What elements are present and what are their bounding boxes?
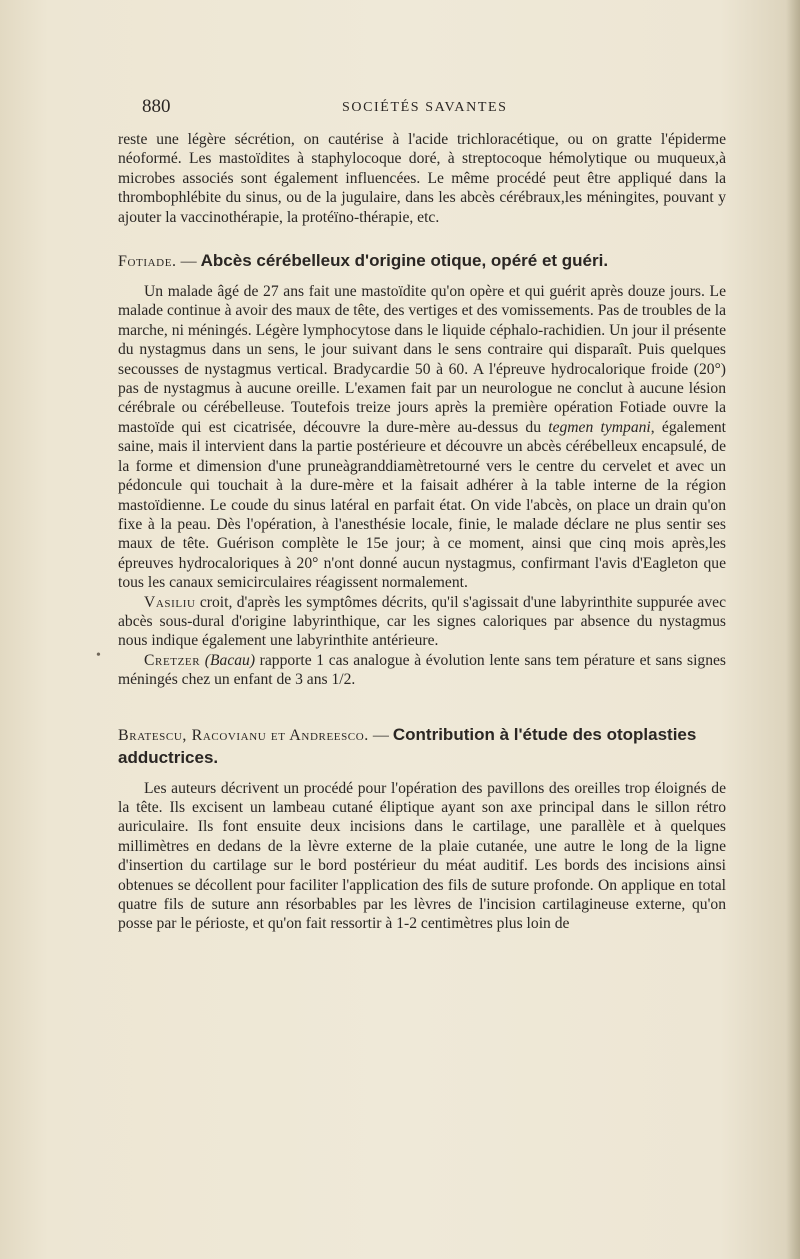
case-report-paragraph xyxy=(118,282,726,593)
method-paragraph: Les auteurs décrivent un procédé pour l'opération des pavillons des oreilles trop éloignés de la tête. Ils excisent un lambeau cutané éliptique ayant son axe principal dans le sillon rétro auriculaire. Ils font ensuite deux incisions dans le cartilage, une parallèle et à quelques millimètres en dedans de la lèvre externe de la plaie cutanée, une autre le long de la ligne d'insertion du cartilage sur le bord postérieur du méat auditif. Les bords des incisions ainsi obtenues se décollent pour faciliter l'application des fils de suture profonde. On applique en total quatre fils de suture ann résorbables par les lèvres de l'incision cartilagineuse externe, qu'on posse par le périoste, et qu'on fait ressortir à 1-2 centimètres plus loin de xyxy=(118,779,726,933)
margin-mark: • xyxy=(96,648,101,663)
discussant-name: Vasiliu xyxy=(144,593,196,611)
intro-paragraph: reste une légère sécrétion, on cautérise à l'acide trichloracétique, ou on gratte l'épiderme néoformé. Les mastoïdites à staphylocoque doré, à streptocoque hémolytique ou muqueux,à microbes associés sont également influencées. Le même procédé peut être appliqué dans la thrombophlébite du sinus, ou de la jugulaire, dans les abcès cérébraux,les méningites, pouvant y ajouter la vaccinothérapie, la protéïno-thérapie, etc. xyxy=(118,131,726,226)
page-edge-shadow xyxy=(786,0,800,1259)
discussant-place: (Bacau) xyxy=(200,651,256,669)
case-text-part-2: , également saine, mais il intervient dans la partie postérieure et découvre un abcès cérébelleux encapsulé, de la forme et dimension d'une pruneàgranddiamètretourné vers le centre du cervelet et avec un pédoncule qui touchait à la dure-mère et la faisait adhérer à la table interne de la région mastoïdienne. Le coude du sinus latéral en parfait état. On vide l'abcès, on place un drain qu'on fixe à la peau. Dès l'opération, à l'anesthésie locale, finie, le malade déclare ne plus sentir ses maux de tête. Guérison complète le 15e jour; à ce moment, ainsi que cinq mois après,les épreuves hydrocaloriques à 20° n'ont donné aucun nystagmus, confirmant l'avis d'Eagleton que tous les canaux semicirculaires réagissent normalement. xyxy=(118,418,727,592)
section-title: Contribution à l'étude des otoplasties adductrices. xyxy=(118,724,697,767)
section-dash: — xyxy=(368,726,393,744)
section-authors: Bratescu, Racovianu et Andreesco. xyxy=(118,726,369,744)
section-dash: — xyxy=(176,253,201,271)
section-heading-otoplasties xyxy=(118,724,726,770)
discussion-text: rapporte 1 cas analogue à évolution lente sans tem pérature et sans signes méningés chez un enfant de 3 ans 1/2. xyxy=(118,651,726,689)
page-number: 880 xyxy=(142,96,171,117)
page-body xyxy=(118,130,726,934)
section-author: Fotiade. xyxy=(118,253,177,271)
discussion-text: croit, d'après les symptômes décrits, qu'il s'agissait d'une labyrinthite suppurée avec abcès sous-dural d'origine labyrinthique, car les signes caloriques par absence du nystagmus nous indique également une labyrinthite antérieure. xyxy=(118,593,726,650)
discussion-paragraph-cretzer xyxy=(118,651,726,690)
section-title: Abcès cérébelleux d'origine otique, opéré et guéri. xyxy=(200,251,609,271)
case-text-part-1: Un malade âgé de 27 ans fait une mastoïdite qu'on opère et qui guérit après douze jours. Le malade continue à avoir des maux de tête, des vertiges et des vomissements. Pas de troubles de la marche, ni méningés. Légère lymphocytose dans le liquide céphalo-rachidien. Un jour il présente du nystagmus dans un sens, le jour suivant dans le sens contraire qui disparaît. Puis quelques secousses de nystagmus vertical. Bradycardie 50 à 60. A l'épreuve hydrocalorique froide (20°) pas de nystagmus à aucune oreille. L'examen fait par un neurologue ne conclut à aucune lésion cérébrale ou cérébelleuse. Toutefois treize jours après la première opération Fotiade ouvre la mastoïde qui est cicatrisée, découvre la dure-mère au-dessus du xyxy=(118,283,726,436)
section-heading-fotiade xyxy=(118,250,726,273)
case-text-italic-term: tegmen tympani xyxy=(548,418,651,436)
page-header xyxy=(142,96,722,120)
discussant-name: Cretzer xyxy=(144,651,201,669)
running-title: SOCIÉTÉS SAVANTES xyxy=(342,100,508,115)
discussion-paragraph-vasiliu xyxy=(118,593,726,651)
